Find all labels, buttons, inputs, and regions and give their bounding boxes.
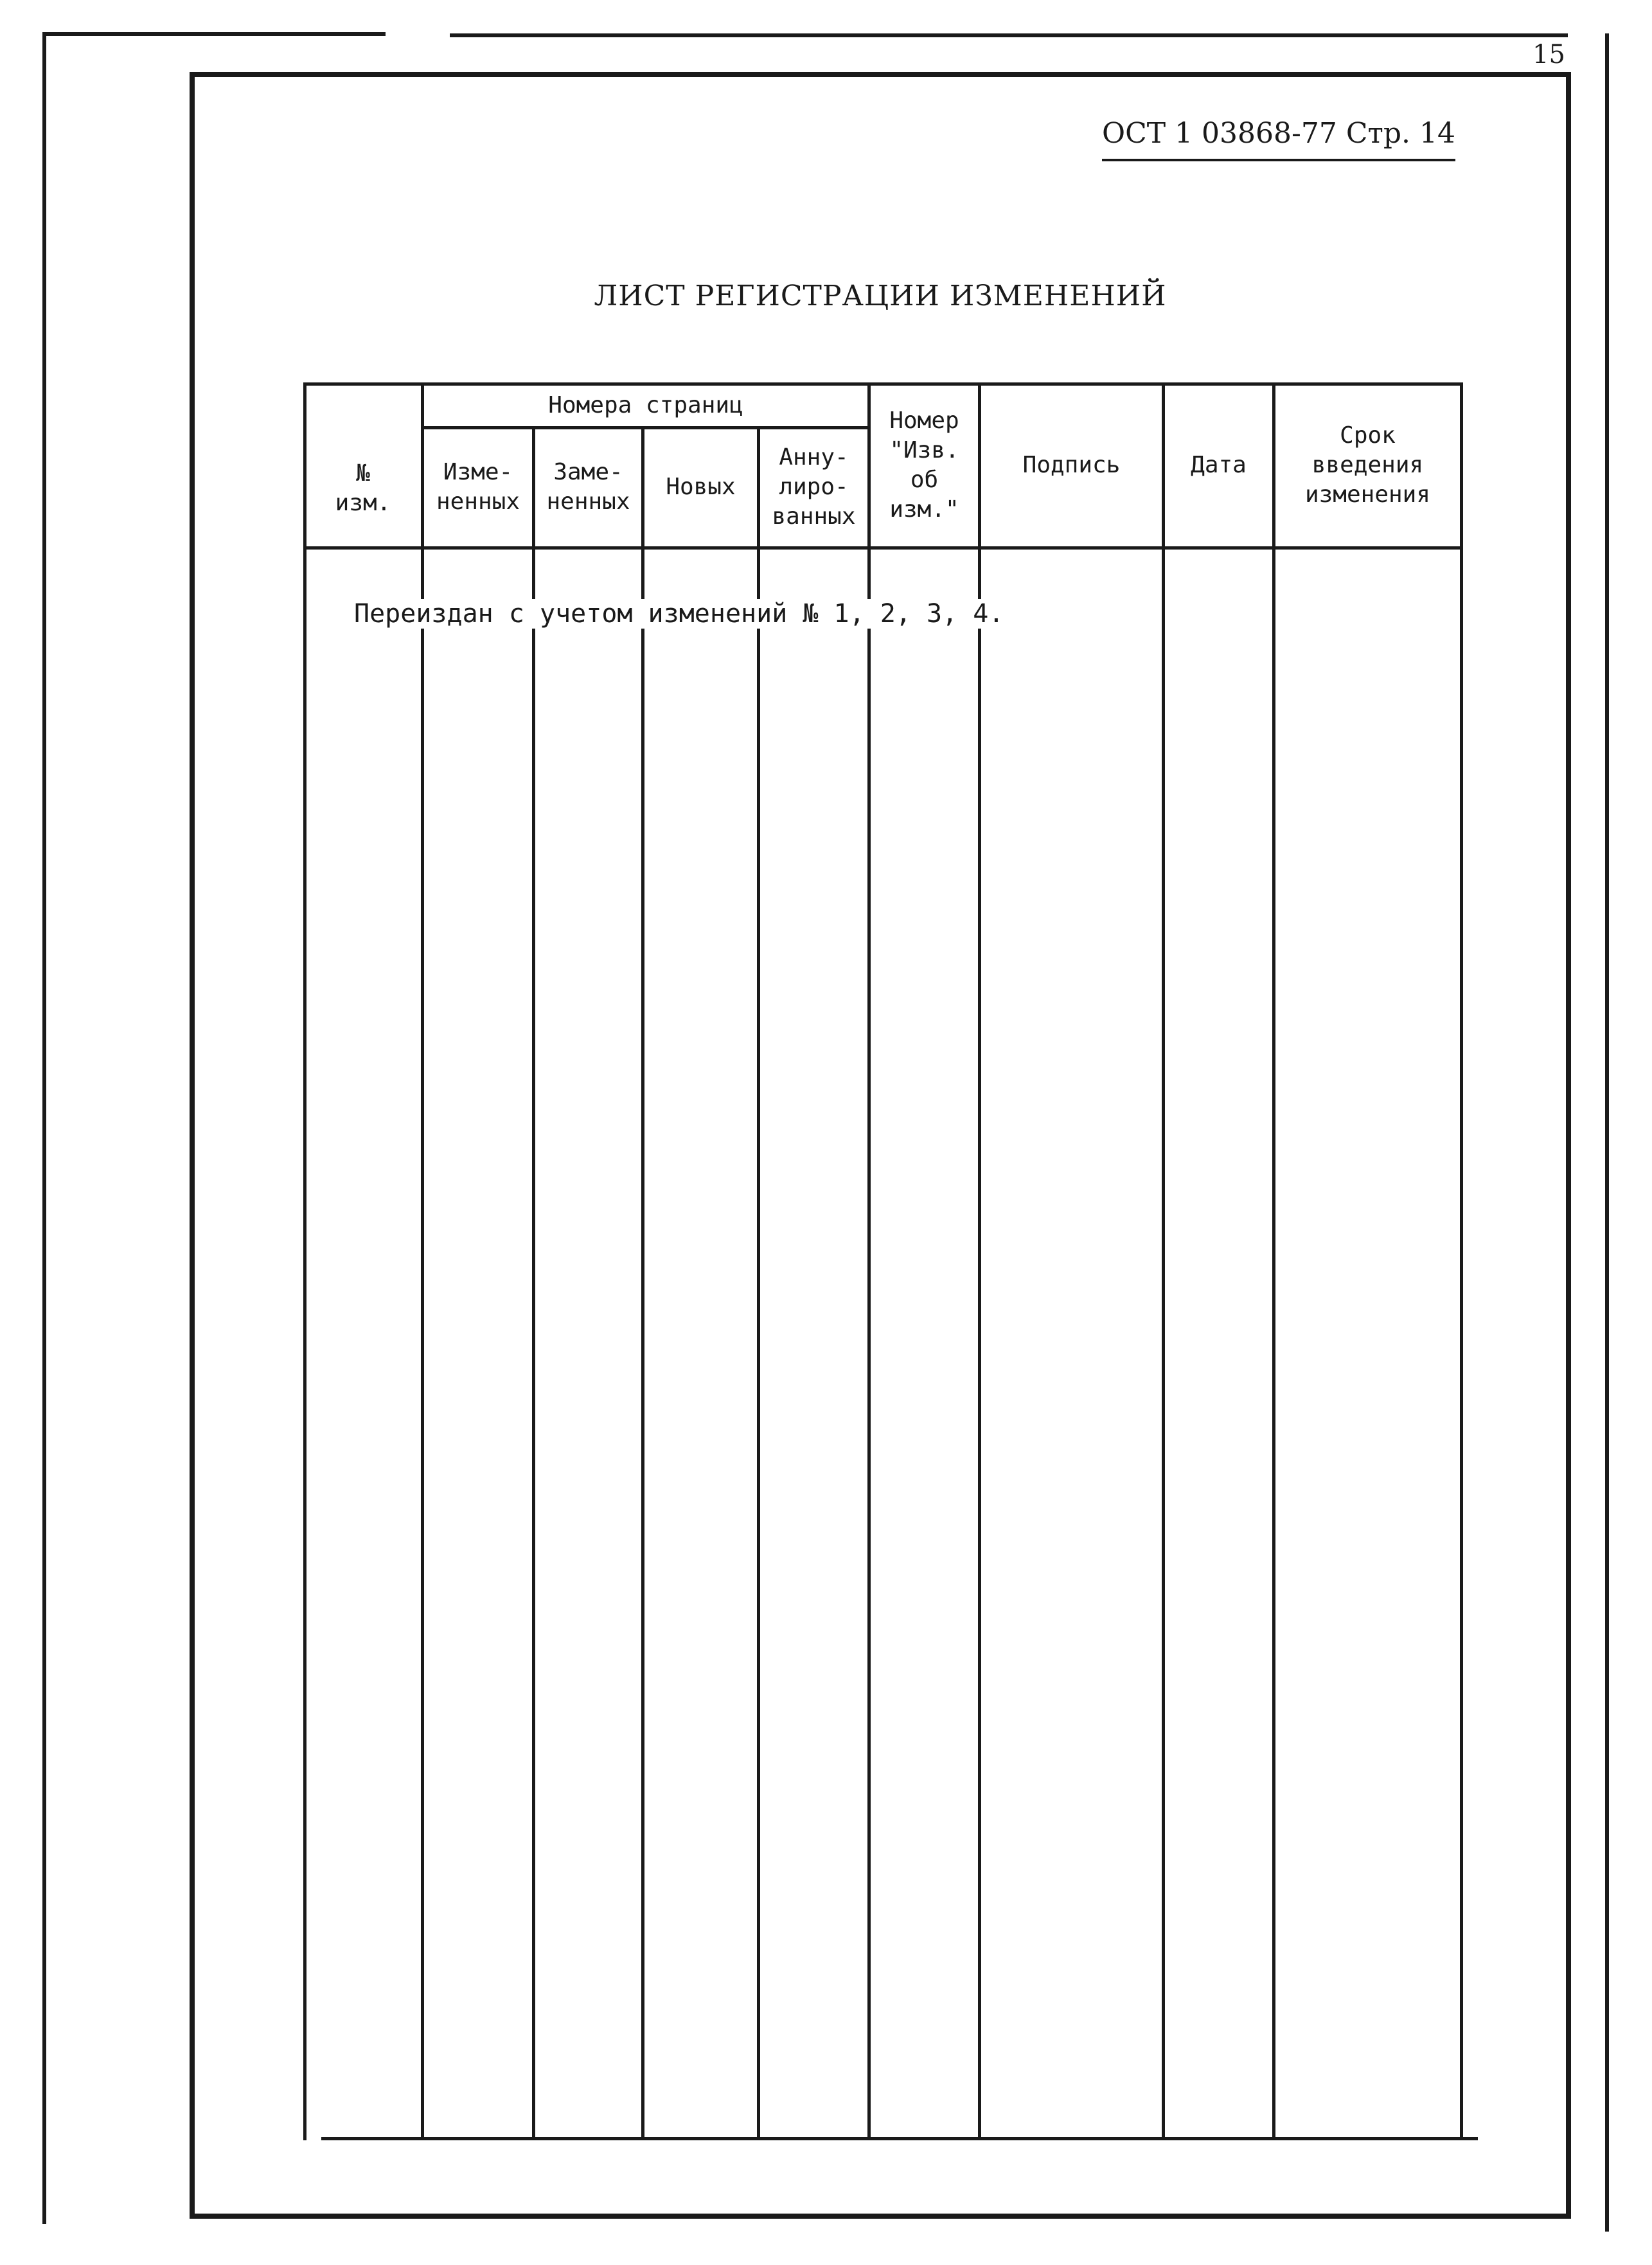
header-annulled: Анну-лиро-ванных [772,444,856,530]
header-signature: Подпись [1022,452,1121,478]
col-line-8 [1272,382,1275,2140]
page-title: ЛИСТ РЕГИСТРАЦИИ ИЗМЕНЕНИЙ [594,280,1167,312]
header-bottom-line [303,546,1460,550]
col-line-0 [303,382,306,2140]
document-code: ОСТ 1 03868-77 Стр. 14 [1102,117,1455,161]
outer-border-top-right [450,33,1568,37]
col-line-6 [978,382,981,2140]
header-change-no: № изм. [335,460,391,516]
header-replaced: Заме-ненных [546,459,630,515]
table-bottom-line [321,2137,1478,2140]
header-changed: Изме-ненных [436,459,520,515]
col-line-3 [641,426,644,2140]
col-line-4 [757,426,760,2140]
header-page-numbers: Номера страниц [548,392,743,418]
header-effective-date: Срок введения изменения [1304,422,1431,508]
outer-border-top-left [45,32,386,36]
header-new: Новых [666,474,736,500]
col-line-2 [532,426,535,2140]
col-line-7 [1162,382,1165,2140]
outer-border-right [1605,33,1609,2232]
col-line-9 [1460,382,1463,2140]
col-line-5 [867,382,871,2140]
reissue-note: Переиздан с учетом изменений № 1, 2, 3, 4. [350,599,1008,629]
header-date: Дата [1191,452,1247,478]
col-line-1 [421,382,424,2140]
outer-border-left [42,32,46,2224]
sheet-number: 15 [1532,40,1565,69]
header-notice-no: Номер "Изв. об изм." [889,407,959,523]
